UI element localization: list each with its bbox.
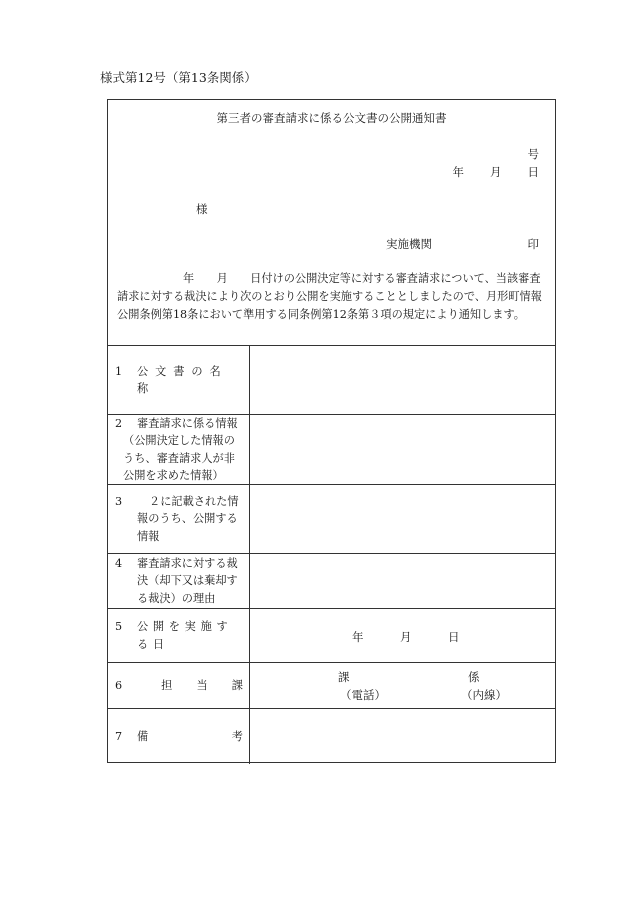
form-number-label: 様式第12号（第13条関係） [100, 70, 257, 85]
document-number-label: 号 [527, 147, 539, 161]
date-day: 日 [527, 165, 539, 179]
row-label-text: 公開を実施する日 [137, 620, 233, 651]
row-label-char: 備 [137, 729, 149, 743]
row-number: 7 [115, 729, 123, 743]
row-number: 1 [115, 364, 123, 378]
row-label [108, 663, 250, 708]
row-value-cell[interactable] [250, 485, 555, 553]
notice-header [108, 100, 555, 346]
row-label [108, 346, 250, 414]
notice-body-text: 年 月 日付けの公開決定等に対する審査請求について、当該審査請求に対する裁決により次のとおり公開を実施することとしましたので、月形町情報公開条例第18条において準用する同条例第12条第３項の規定により通知します。 [117, 272, 542, 321]
row-department [108, 663, 555, 709]
row-number: 2 [115, 416, 123, 430]
row-label-char: 当 [196, 678, 208, 692]
row-label-char: 担 [161, 678, 173, 692]
row-label-char: 考 [231, 729, 243, 743]
row-number: 3 [115, 494, 123, 508]
phone-label: （電話） [340, 688, 386, 702]
row-label [108, 554, 250, 608]
row-label [108, 609, 250, 662]
notice-form [107, 99, 556, 763]
row-ruling-reason [108, 554, 555, 609]
row-label [108, 709, 250, 764]
row-remarks [108, 709, 555, 764]
row-document-name [108, 346, 555, 415]
section-label: 課 [338, 670, 350, 684]
disclosure-date-cell[interactable] [250, 609, 555, 662]
addressee-suffix: 様 [196, 202, 208, 216]
disclosure-day: 日 [448, 630, 460, 644]
disclosure-month: 月 [400, 630, 412, 644]
date-year: 年 [452, 165, 464, 179]
issue-date [427, 164, 540, 180]
disclosure-year: 年 [352, 630, 364, 644]
row-label-text: 審査請求に対する裁決（却下又は棄却する裁決）の理由 [137, 556, 238, 605]
row-label-char: 課 [231, 678, 243, 692]
row-disclosed-info [108, 485, 555, 554]
row-label-text: ２に記載された情報のうち、公開する情報 [137, 494, 239, 543]
row-value-cell[interactable] [250, 346, 555, 414]
row-requested-info [108, 415, 555, 485]
row-label-text: 公文書の名称 [137, 364, 228, 395]
seal-label: 印 [527, 237, 539, 251]
department-cell[interactable] [250, 663, 555, 708]
row-label-text: 審査請求に係る情報 [137, 416, 238, 430]
row-value-cell[interactable] [250, 415, 555, 484]
row-number: 5 [115, 620, 123, 633]
row-number: 4 [115, 556, 123, 570]
row-value-cell[interactable] [250, 709, 555, 764]
row-number: 6 [115, 678, 123, 692]
row-label [108, 415, 250, 484]
row-label-subtext: （公開決定した情報のうち、審査請求人が非公開を求めた情報） [123, 434, 235, 482]
agency-label: 実施機関 [386, 237, 432, 251]
extension-label: （内線） [461, 688, 507, 702]
document-title: 第三者の審査請求に係る公文書の公開通知書 [216, 111, 447, 125]
row-value-cell[interactable] [250, 554, 555, 608]
row-label [108, 485, 250, 553]
subsection-label: 係 [468, 670, 480, 684]
row-disclosure-date [108, 609, 555, 663]
date-month: 月 [490, 165, 502, 179]
